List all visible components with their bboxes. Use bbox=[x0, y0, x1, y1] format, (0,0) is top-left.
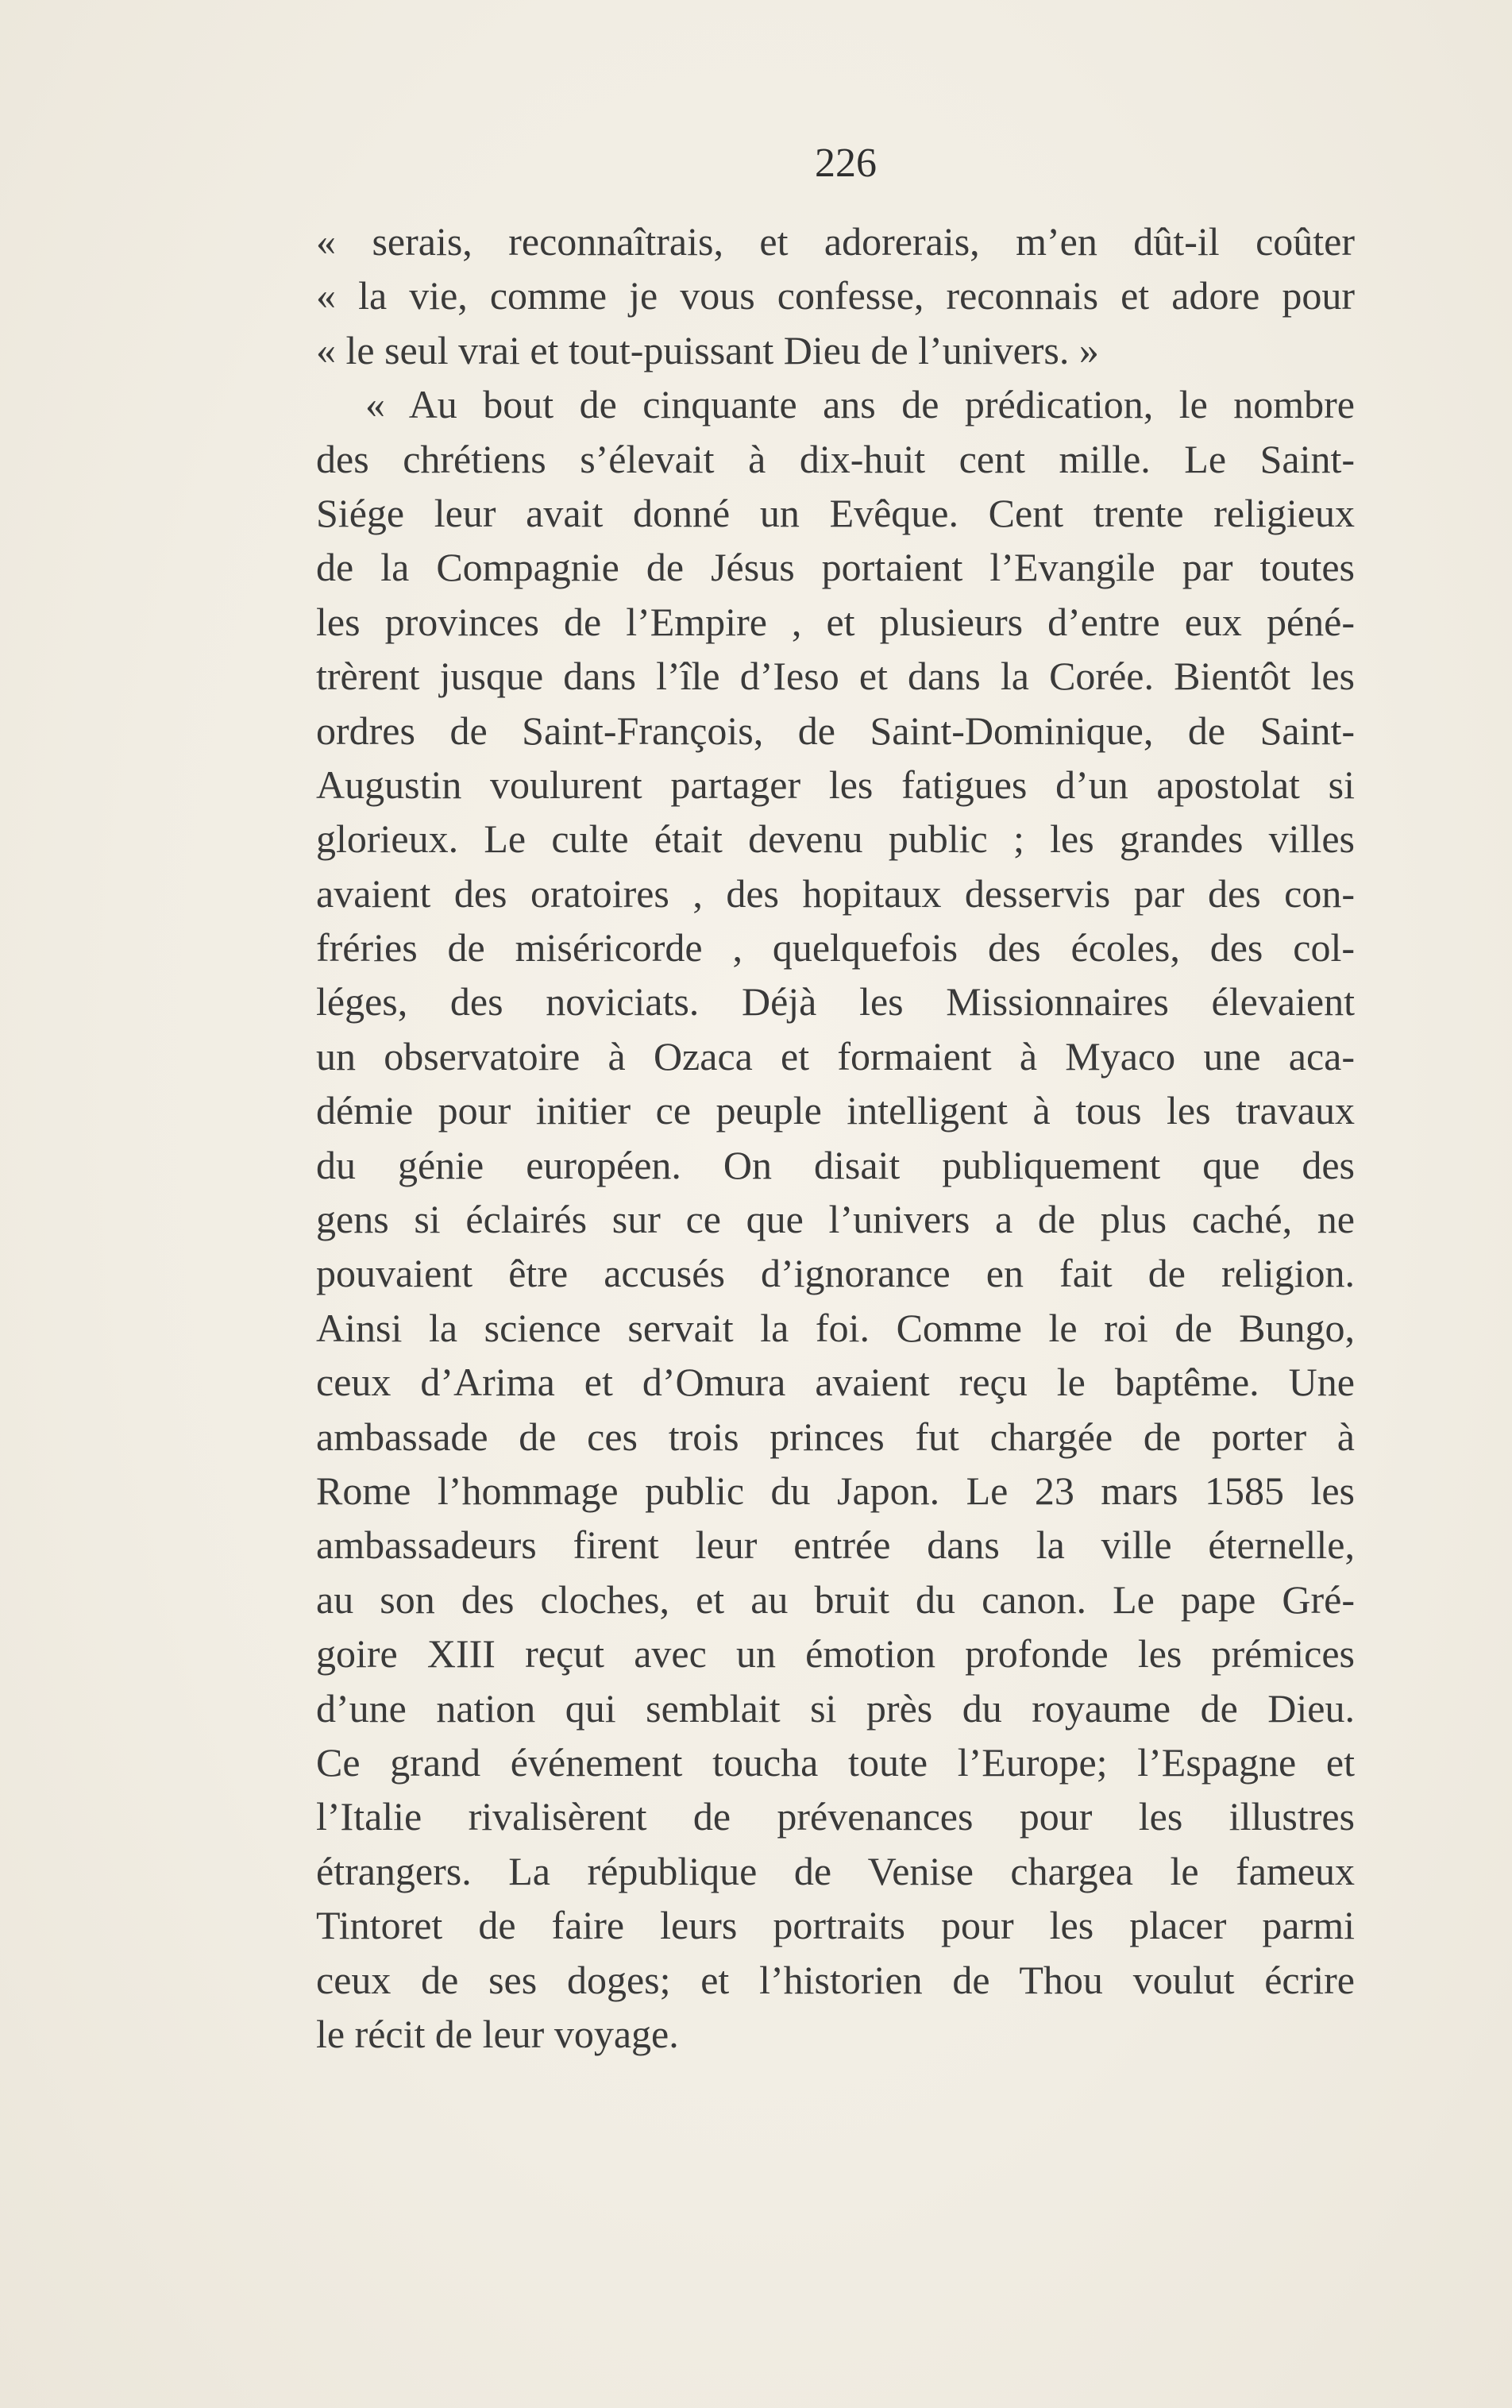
text-line: Rome l’hommage public du Japon. Le 23 mars 1585 les bbox=[316, 1468, 1355, 1513]
text-line: d’une nation qui semblait si près du royaume de Dieu. bbox=[316, 1685, 1355, 1731]
text-line: l’Italie rivalisèrent de prévenances pour les illustres bbox=[316, 1794, 1355, 1839]
text-line: « le seul vrai et tout-puissant Dieu de l’univers. » bbox=[316, 327, 1099, 372]
text-line: pouvaient être accusés d’ignorance en fait de religion. bbox=[316, 1251, 1355, 1296]
text-line: Ce grand événement toucha toute l’Europe; l’Espagne et bbox=[316, 1739, 1355, 1785]
text-line: des chrétiens s’élevait à dix-huit cent mille. Le Saint- bbox=[316, 436, 1355, 481]
text-line: ordres de Saint-François, de Saint-Dominique, de Saint- bbox=[316, 708, 1355, 753]
text-line: un observatoire à Ozaca et formaient à Myaco une aca- bbox=[316, 1033, 1355, 1079]
text-line: ceux d’Arima et d’Omura avaient reçu le baptême. Une bbox=[316, 1360, 1355, 1405]
text-line: léges, des noviciats. Déjà les Missionnaires élevaient bbox=[316, 979, 1355, 1025]
text-line: du génie européen. On disait publiquement que des bbox=[316, 1142, 1355, 1187]
text-line: « Au bout de cinquante ans de prédication, le nombre bbox=[365, 382, 1355, 427]
text-line: les provinces de l’Empire , et plusieurs d’entre eux péné- bbox=[316, 599, 1355, 644]
text-line: ceux de ses doges; et l’historien de Thou voulut écrire bbox=[316, 1957, 1355, 2002]
text-line: démie pour initier ce peuple intelligent à tous les travaux bbox=[316, 1088, 1355, 1133]
text-line: Siége leur avait donné un Evêque. Cent trente religieux bbox=[316, 490, 1355, 535]
text-line: gens si éclairés sur ce que l’univers a de plus caché, ne bbox=[316, 1197, 1355, 1242]
text-line: le récit de leur voyage. bbox=[316, 2011, 679, 2056]
text-line: étrangers. La république de Venise chargea le fameux bbox=[316, 1848, 1355, 1893]
text-line: Ainsi la science servait la foi. Comme le roi de Bungo, bbox=[316, 1305, 1355, 1350]
text-line: ambassadeurs firent leur entrée dans la ville éternelle, bbox=[316, 1522, 1355, 1568]
body-text bbox=[316, 214, 1355, 2061]
text-line: « la vie, comme je vous confesse, reconnais et adore pour bbox=[316, 273, 1355, 318]
text-line: glorieux. Le culte était devenu public ; les grandes villes bbox=[316, 816, 1355, 862]
text-line: avaient des oratoires , des hopitaux desservis par des con- bbox=[316, 870, 1355, 916]
text-line: ambassade de ces trois princes fut chargée de porter à bbox=[316, 1414, 1355, 1459]
text-line: goire XIII reçut avec un émotion profonde les prémices bbox=[316, 1631, 1355, 1677]
text-line: « serais, reconnaîtrais, et adorerais, m’en dût-il coûter bbox=[316, 219, 1355, 264]
page-number: 226 bbox=[815, 141, 877, 186]
text-line: fréries de miséricorde , quelquefois des écoles, des col- bbox=[316, 925, 1355, 971]
text-line: de la Compagnie de Jésus portaient l’Evangile par toutes bbox=[316, 545, 1355, 590]
text-line: trèrent jusque dans l’île d’Ieso et dans la Corée. Bientôt les bbox=[316, 654, 1355, 699]
text-line: Tintoret de faire leurs portraits pour les placer parmi bbox=[316, 1903, 1355, 1948]
text-line: au son des cloches, et au bruit du canon. Le pape Gré- bbox=[316, 1576, 1355, 1622]
text-line: Augustin voulurent partager les fatigues d’un apostolat si bbox=[316, 762, 1355, 807]
